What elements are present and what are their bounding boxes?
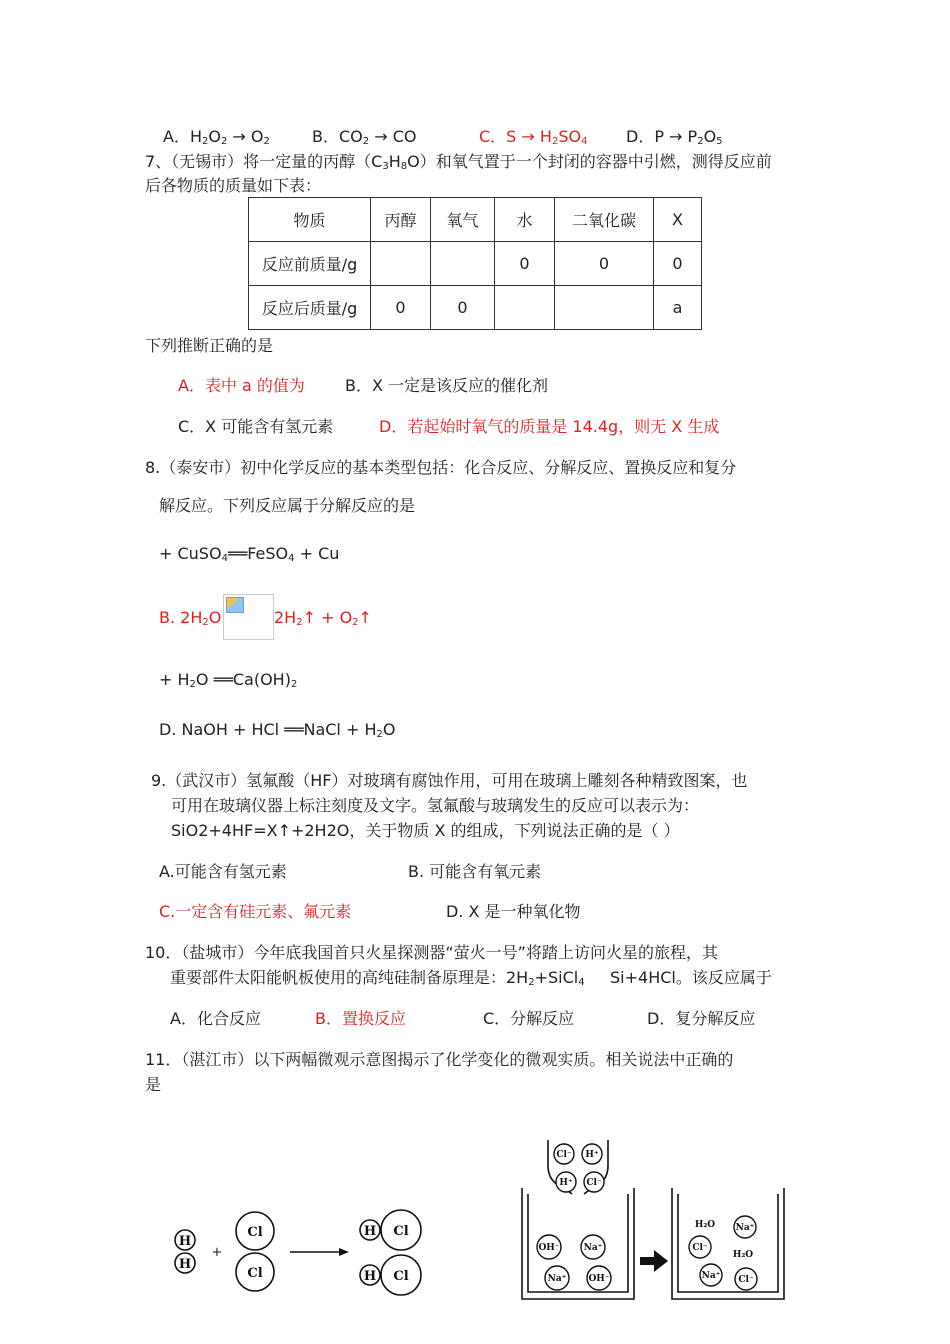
q8-stem-line1: 8.（泰安市）初中化学反应的基本类型包括：化合反应、分解反应、置换反应和复分 [145,458,737,477]
table-cell: 0 [431,286,495,330]
q6-option-a: A．$H_2O_2 \to O_2$ [163,127,270,147]
sodium-ion-label: Na⁺ [583,1243,603,1253]
broken-image-icon [223,594,274,640]
chloride-ion-label: Cl⁻ [556,1150,572,1160]
sodium-ion-label: Na⁺ [547,1274,567,1284]
q8-option-b-left: B. $2H_2O$ [159,608,222,628]
table-cell: 丙醇 [371,198,431,242]
q9-stem-line2: 可用在玻璃仪器上标注刻度及文字。氢氟酸与玻璃发生的反应可以表示为： [171,796,700,815]
q9-stem-line1: 9.（武汉市）氢氟酸（HF）对玻璃有腐蚀作用，可用在玻璃上雕刻各种精致图案，也 [151,771,748,790]
q6-option-c: C．$S \to H_2SO_4$ [479,127,588,147]
q9-stem-line3: SiO2+4HF=X↑+2H2O，关于物质 X 的组成，下列说法正确的是（ ） [171,821,680,840]
q10-option-b: B．置换反应 [315,1009,406,1028]
q9-option-b: B. 可能含有氧元素 [408,862,542,881]
hydrogen-ion-label: H⁺ [585,1150,599,1160]
q11-stem-line2: 是 [145,1075,162,1094]
q10-option-c: C．分解反应 [483,1009,575,1028]
q8-option-b-right: $2H_2↑$ + $O_2↑$ [274,608,372,628]
table-row [249,242,702,286]
water-molecule-label: H₂O [694,1220,716,1230]
q10-stem-line1: 10．（盐城市）今年底我国首只火星探测器“萤火一号”将踏上访问火星的旅程，其 [145,943,718,962]
chloride-ion-label: Cl⁻ [692,1243,708,1253]
q7-option-b: B．X 一定是该反应的催化剂 [345,376,549,395]
chlorine-atom-label: Cl [247,1225,263,1240]
hydrogen-atom-label: H [178,1257,192,1272]
hydrogen-atom-label: H [178,1234,192,1249]
table-cell: a [654,286,702,330]
q7-option-a: A．表中 a 的值为 [178,376,305,395]
q6-option-d: D．$P \to P_2O_5$ [626,127,723,147]
q7-stem-line1: 7、（无锡市）将一定量的丙醇$(C_3H_8O)$和氧气置于一个封闭的容器中引燃，测得反应前 [145,152,772,172]
arrow-right-icon [640,1250,668,1272]
hydrogen-atom-label: H [363,1269,377,1284]
hydrogen-atom-label: H [363,1224,377,1239]
h2-cl2-reaction-diagram [165,1200,440,1310]
q10-option-a: A．化合反应 [170,1009,261,1028]
chlorine-atom-label: Cl [393,1269,409,1284]
table-row [249,286,702,330]
q6-option-b: B．$CO_2$ → CO [312,127,417,147]
q9-option-d: D. X 是一种氧化物 [446,902,581,921]
sodium-ion-label: Na⁺ [735,1223,755,1233]
water-molecule-label: H₂O [732,1250,754,1260]
q7-mass-table [248,197,702,330]
sodium-ion-label: Na⁺ [701,1271,721,1281]
table-cell [555,286,654,330]
q11-stem-line1: 11．（湛江市）以下两幅微观示意图揭示了化学变化的微观实质。相关说法中正确的 [145,1050,734,1069]
table-cell [431,242,495,286]
table-cell: 反应前质量/g [249,242,371,286]
chlorine-atom-label: Cl [247,1266,263,1281]
q7-option-d: D．若起始时氧气的质量是 14.4g，则无 X 生成 [379,417,720,436]
table-cell [371,242,431,286]
plus-sign: + [211,1245,223,1260]
table-header-row [249,198,702,242]
q8-option-d: D. NaOH + HCl ══NaCl + $H_2O$ [159,720,396,740]
table-cell: 水 [495,198,555,242]
chloride-ion-label: Cl⁻ [738,1275,754,1285]
hydrogen-ion-label: H⁺ [559,1178,573,1188]
table-cell: 0 [371,286,431,330]
table-cell: X [654,198,702,242]
q8-option-a: + CuSO$_4$══FeSO$_4$ + Cu [159,544,340,564]
q6-options [163,126,270,153]
neutralization-diagram [518,1136,790,1306]
chlorine-atom-label: Cl [393,1224,409,1239]
q9-option-a: A.可能含有氢元素 [159,862,287,881]
q10-option-d: D．复分解反应 [647,1009,756,1028]
q8-stem-line2: 解反应。下列反应属于分解反应的是 [159,496,416,515]
table-cell: 反应后质量/g [249,286,371,330]
table-cell: 二氧化碳 [555,198,654,242]
chloride-ion-label: Cl⁻ [586,1178,602,1188]
q8-option-c: + $H_2O$ $══Ca(OH)_2$ [159,670,298,690]
hydroxide-ion-label: OH⁻ [538,1243,560,1253]
hydroxide-ion-label: OH⁻ [588,1274,610,1284]
table-cell: 氧气 [431,198,495,242]
q9-option-c: C.一定含有硅元素、氟元素 [159,902,352,921]
table-cell: 物质 [249,198,371,242]
table-cell [495,286,555,330]
table-cell: 0 [654,242,702,286]
q10-stem-line2: 重要部件太阳能帆板使用的高纯硅制备原理是：$2H_2+SiCl_4$ Si+4HCl。该反应属于 [170,968,772,988]
q7-prompt: 下列推断正确的是 [145,336,274,355]
q7-option-c: C．X 可能含有氢元素 [178,417,334,436]
q7-stem-line2: 后各物质的质量如下表： [145,176,322,195]
table-cell: 0 [555,242,654,286]
table-cell: 0 [495,242,555,286]
